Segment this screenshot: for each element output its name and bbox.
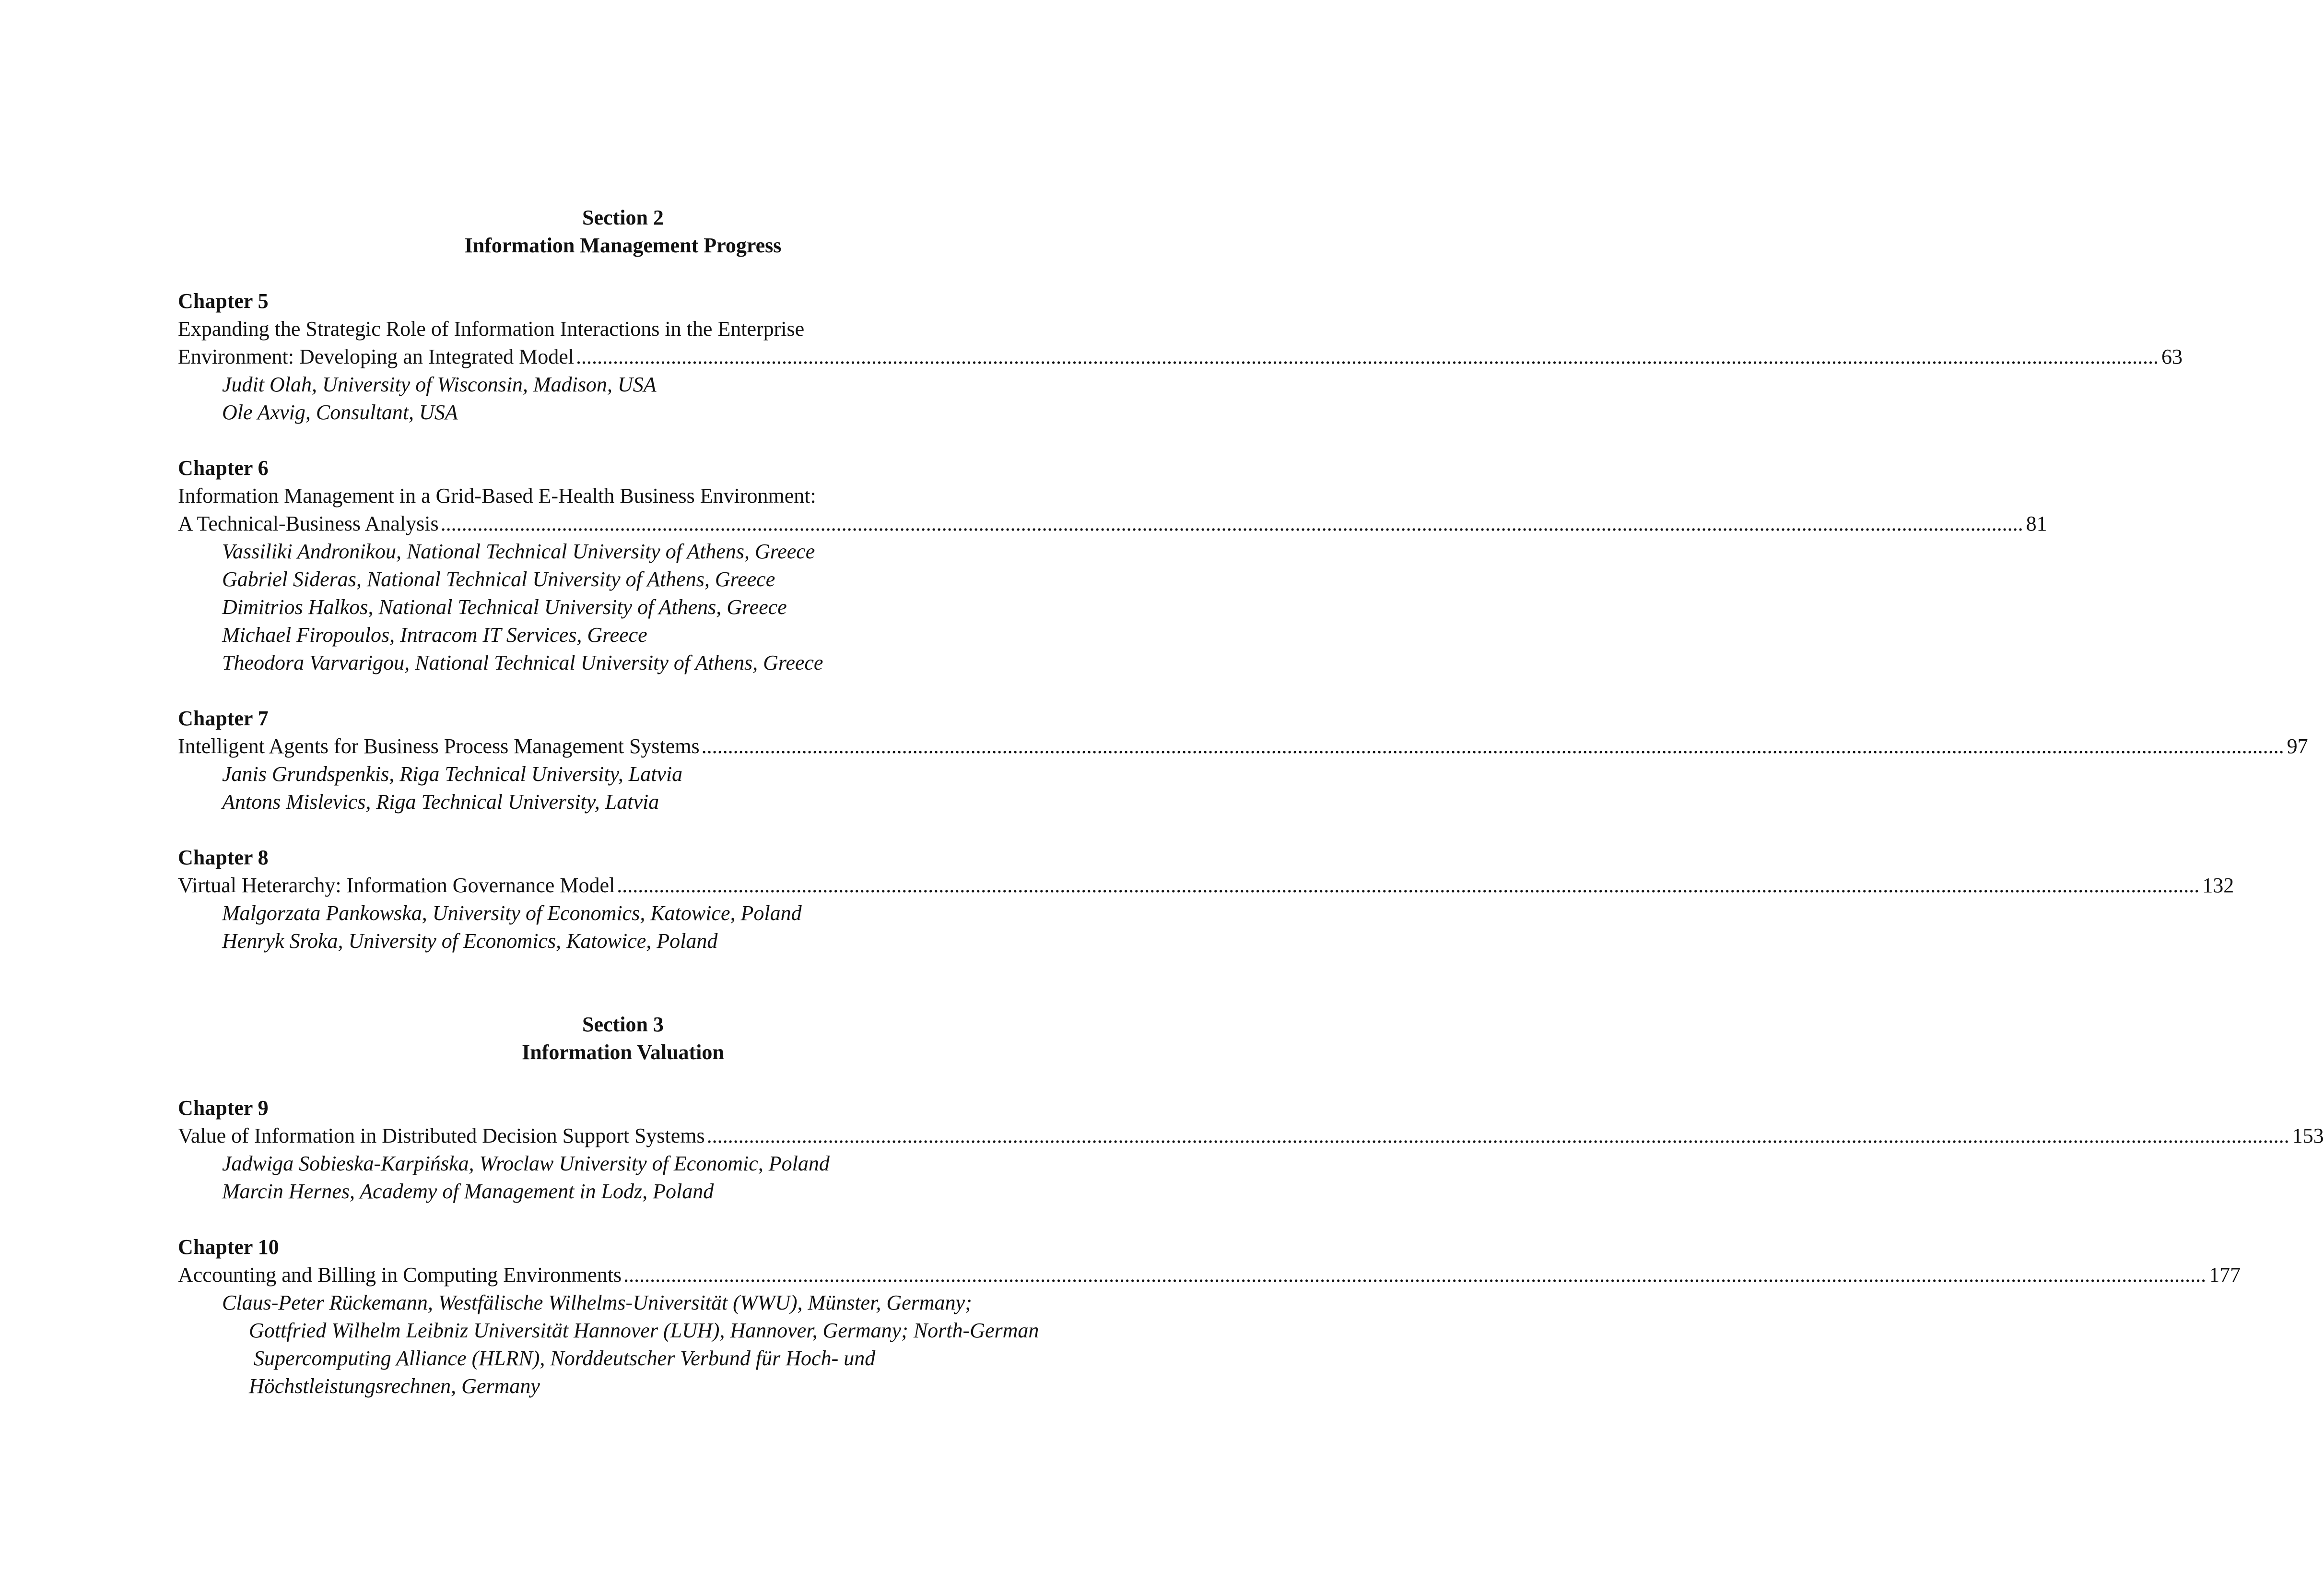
- chapter-title-row[interactable]: [178, 1122, 2324, 1150]
- chapter-author: Marcin Hernes, Academy of Management in Lodz, Poland: [222, 1180, 714, 1203]
- chapter-entry: [178, 1233, 2241, 1400]
- chapter-entry: [178, 1094, 2324, 1205]
- page-number: 97: [2287, 734, 2308, 758]
- chapter-title-row[interactable]: [178, 343, 2183, 371]
- toc-page: [178, 204, 2324, 1400]
- section-heading: [178, 1011, 1068, 1066]
- dot-leader: ............................................................................................................................................................................................................................................................................................................: [701, 734, 2284, 758]
- chapter-author: Jadwiga Sobieska-Karpińska, Wroclaw University of Economic, Poland: [222, 1152, 830, 1175]
- chapter-label: Chapter 5: [178, 289, 269, 313]
- chapter-label: Chapter 6: [178, 456, 269, 480]
- chapter-entry: [178, 454, 2047, 677]
- chapter-author: Vassiliki Andronikou, National Technical University of Athens, Greece: [222, 540, 815, 563]
- dot-leader: ............................................................................................................................................................................................................................................................................................................: [623, 1263, 2207, 1287]
- page-number: 63: [2161, 345, 2183, 368]
- dot-leader: ............................................................................................................................................................................................................................................................................................................: [617, 874, 2200, 897]
- chapter-title: A Technical-Business Analysis: [178, 512, 439, 535]
- chapter-author: Antons Mislevics, Riga Technical University, Latvia: [222, 790, 659, 814]
- chapter-title-row[interactable]: [178, 1261, 2241, 1289]
- chapter-author-affiliation: Supercomputing Alliance (HLRN), Norddeutscher Verbund für Hoch- und: [254, 1347, 876, 1370]
- dot-leader: ............................................................................................................................................................................................................................................................................................................: [706, 1124, 2289, 1147]
- chapter-entry: [178, 705, 2308, 816]
- chapter-title-line: Information Management in a Grid-Based E-Health Business Environment:: [178, 484, 816, 508]
- page-number: 81: [2026, 512, 2047, 535]
- chapter-author: Gabriel Sideras, National Technical University of Athens, Greece: [222, 567, 775, 591]
- dot-leader: ............................................................................................................................................................................................................................................................................................................: [576, 345, 2159, 368]
- page-number: 177: [2209, 1263, 2241, 1287]
- section-label: Section 2: [582, 206, 664, 229]
- chapter-title: Accounting and Billing in Computing Environments: [178, 1263, 622, 1287]
- section-title: Information Valuation: [522, 1040, 724, 1064]
- chapter-title-row[interactable]: [178, 732, 2308, 760]
- chapter-title-row[interactable]: [178, 510, 2047, 538]
- chapter-title: Virtual Heterarchy: Information Governance Model: [178, 874, 615, 897]
- chapter-author: Janis Grundspenkis, Riga Technical University, Latvia: [222, 762, 683, 786]
- section-heading: [178, 204, 1068, 260]
- chapter-label: Chapter 10: [178, 1235, 279, 1259]
- chapter-author-affiliation: Höchstleistungsrechnen, Germany: [249, 1374, 540, 1398]
- chapter-title-line: Expanding the Strategic Role of Information Interactions in the Enterprise: [178, 317, 805, 341]
- chapter-author: Ole Axvig, Consultant, USA: [222, 401, 458, 424]
- chapter-label: Chapter 9: [178, 1096, 269, 1120]
- chapter-author: Michael Firopoulos, Intracom IT Services, Greece: [222, 623, 647, 647]
- dot-leader: ............................................................................................................................................................................................................................................................................................................: [440, 512, 2023, 535]
- section-title: Information Management Progress: [464, 234, 782, 257]
- chapter-author: Theodora Varvarigou, National Technical University of Athens, Greece: [222, 651, 823, 674]
- chapter-title: Value of Information in Distributed Decision Support Systems: [178, 1124, 705, 1147]
- chapter-title: Environment: Developing an Integrated Model: [178, 345, 574, 368]
- chapter-title: Intelligent Agents for Business Process Management Systems: [178, 734, 700, 758]
- chapter-title-row[interactable]: [178, 872, 2234, 899]
- chapter-label: Chapter 7: [178, 707, 269, 730]
- section-label: Section 3: [582, 1013, 664, 1036]
- chapter-author: Malgorzata Pankowska, University of Economics, Katowice, Poland: [222, 901, 802, 925]
- chapter-entry: [178, 844, 2234, 955]
- chapter-entry: [178, 287, 2183, 426]
- chapter-author-affiliation: Gottfried Wilhelm Leibniz Universität Hannover (LUH), Hannover, Germany; North-German: [249, 1319, 1039, 1342]
- chapter-author: Henryk Sroka, University of Economics, Katowice, Poland: [222, 929, 718, 953]
- chapter-author: Dimitrios Halkos, National Technical University of Athens, Greece: [222, 595, 787, 619]
- page-number: 132: [2202, 874, 2234, 897]
- chapter-author: Judit Olah, University of Wisconsin, Madison, USA: [222, 373, 657, 396]
- page-number: 153: [2292, 1124, 2324, 1147]
- chapter-author: Claus-Peter Rückemann, Westfälische Wilhelms-Universität (WWU), Münster, Germany;: [222, 1291, 972, 1314]
- chapter-label: Chapter 8: [178, 846, 269, 869]
